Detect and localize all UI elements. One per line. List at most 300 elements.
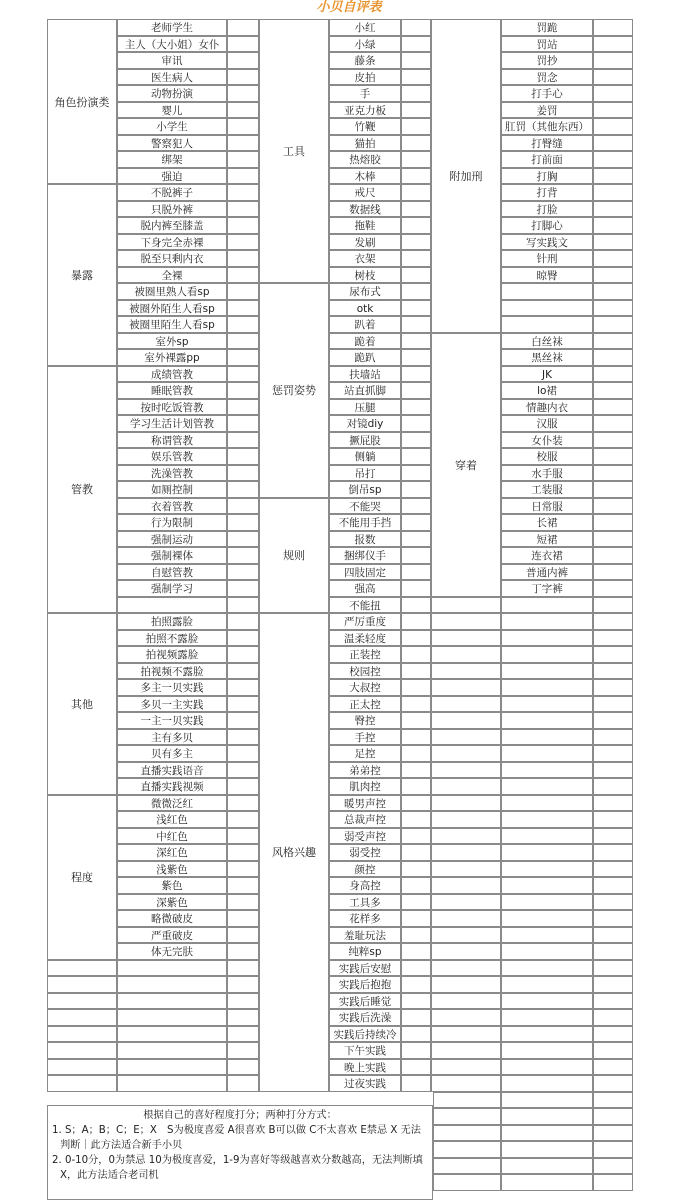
score-cell [593,234,633,251]
table-item: 女仆装 [501,432,593,449]
score-cell [227,52,259,69]
blank-cell [501,1009,593,1026]
blank-cell [431,1026,501,1043]
table-item: 花样多 [329,910,401,927]
score-cell [227,267,259,284]
table-item: 一主一贝实践 [117,712,227,729]
blank-cell [501,844,593,861]
score-cell [401,85,431,102]
table-item: 手 [329,85,401,102]
blank-cell [431,1059,501,1076]
table-item: 打脚心 [501,217,593,234]
table-item: 对镜diy [329,415,401,432]
score-cell [401,795,431,812]
table-item: 正太控 [329,696,401,713]
score-cell [227,151,259,168]
table-item: 强高 [329,580,401,597]
blank-cell [593,1026,633,1043]
score-cell [227,250,259,267]
score-cell [593,498,633,515]
score-cell [401,465,431,482]
table-item: 姜罚 [501,102,593,119]
blank-cell [501,795,593,812]
score-cell [401,366,431,383]
blank-cell [593,943,633,960]
score-cell [593,217,633,234]
category-label: 穿着 [431,333,501,597]
score-cell [227,811,259,828]
score-cell [227,630,259,647]
blank-cell [47,1042,117,1059]
table-item: 自慰管教 [117,564,227,581]
score-cell [401,943,431,960]
score-cell [227,547,259,564]
blank-cell [593,663,633,680]
blank-cell [501,1042,593,1059]
score-cell [227,514,259,531]
table-item: 颜控 [329,861,401,878]
blank-cell [593,1059,633,1076]
blank-cell [117,993,227,1010]
table-item: 中红色 [117,828,227,845]
blank-cell [501,894,593,911]
table-item: 校园控 [329,663,401,680]
table-item: 弱受控 [329,844,401,861]
table-item: 尿布式 [329,283,401,300]
blank-cell [227,976,259,993]
score-cell [401,630,431,647]
table-item: 四肢固定 [329,564,401,581]
table-item: 情趣内衣 [501,399,593,416]
score-cell [227,234,259,251]
score-cell [401,976,431,993]
table-item: 过夜实践 [329,1075,401,1092]
table-item: 猫拍 [329,135,401,152]
blank-cell [593,630,633,647]
score-cell [227,217,259,234]
table-item: 成绩管教 [117,366,227,383]
table-item: 洗澡管教 [117,465,227,482]
blank-cell [501,630,593,647]
category-label: 附加刑 [431,19,501,333]
table-item: 针刑 [501,250,593,267]
table-item: 拍照不露脸 [117,630,227,647]
blank-cell [593,1141,633,1158]
table-item: 婴儿 [117,102,227,119]
table-item: 罚跪 [501,19,593,36]
score-cell [227,679,259,696]
score-cell [227,729,259,746]
blank-cell [47,976,117,993]
blank-cell [117,1042,227,1059]
blank-cell [593,1125,633,1142]
table-item: 汉服 [501,415,593,432]
table-item: 跪着 [329,333,401,350]
blank-cell [431,696,501,713]
blank-cell [593,646,633,663]
blank-cell [431,795,501,812]
blank-cell [431,1075,501,1092]
table-item: 压腿 [329,399,401,416]
score-cell [227,415,259,432]
blank-cell [501,927,593,944]
table-item: 白丝袜 [501,333,593,350]
table-item: 脱至只剩内衣 [117,250,227,267]
table-item: 审讯 [117,52,227,69]
table-item: 主有多贝 [117,729,227,746]
table-item: 强迫 [117,168,227,185]
table-item: 直播实践语音 [117,762,227,779]
table-item: 打背 [501,184,593,201]
table-item: 短裙 [501,531,593,548]
blank-cell [431,894,501,911]
score-cell [401,1026,431,1043]
blank-cell [433,1141,501,1158]
score-cell [401,201,431,218]
blank-cell [431,943,501,960]
table-item: 严厉重度 [329,613,401,630]
blank-cell [593,828,633,845]
table-item: 趴着 [329,316,401,333]
table-item: 丁字裤 [501,580,593,597]
score-cell [593,118,633,135]
blank-cell [431,712,501,729]
table-item: 晾臀 [501,267,593,284]
score-cell [227,795,259,812]
table-item: 拍照露脸 [117,613,227,630]
score-cell [227,861,259,878]
table-item: 打臀缝 [501,135,593,152]
blank-cell [501,1125,593,1142]
score-cell [401,349,431,366]
table-item: 多主一贝实践 [117,679,227,696]
blank-cell [501,1059,593,1076]
blank-cell [593,861,633,878]
score-cell [401,580,431,597]
score-cell [401,399,431,416]
category-label: 工具 [259,19,329,283]
table-item: 强制裸体 [117,547,227,564]
blank-cell [593,613,633,630]
table-item: 羞耻玩法 [329,927,401,944]
table-item: 足控 [329,745,401,762]
score-cell [227,778,259,795]
blank-cell [431,927,501,944]
table-item: 警察犯人 [117,135,227,152]
blank-cell [501,696,593,713]
table-item: 手控 [329,729,401,746]
blank-cell [431,828,501,845]
blank-cell [501,976,593,993]
score-cell [227,910,259,927]
table-item: 小绿 [329,36,401,53]
score-cell [227,696,259,713]
blank-cell [47,1009,117,1026]
score-cell [401,316,431,333]
blank-cell [593,910,633,927]
table-item: 贝有多主 [117,745,227,762]
score-cell [401,151,431,168]
score-cell [401,415,431,432]
blank-cell [431,960,501,977]
score-cell [227,481,259,498]
table-item: 主人（大小姐）女仆 [117,36,227,53]
score-cell [401,448,431,465]
blank-cell [433,1125,501,1142]
scoring-instructions [47,1105,433,1200]
table-item: 吊打 [329,465,401,482]
table-item: 不能哭 [329,498,401,515]
score-cell [401,1009,431,1026]
blank-cell [431,861,501,878]
table-item: 略微破皮 [117,910,227,927]
blank-cell [501,646,593,663]
instructions-heading: 根据自己的喜好程度打分；两种打分方式： [143,1110,337,1121]
blank-cell [431,1042,501,1059]
score-cell [401,762,431,779]
table-item: 浅紫色 [117,861,227,878]
table-item: 实践后持续冷 [329,1026,401,1043]
table-item: 罚念 [501,69,593,86]
blank-cell [501,1174,593,1191]
blank-cell [431,844,501,861]
blank-cell [501,1141,593,1158]
score-cell [401,844,431,861]
blank-cell [501,778,593,795]
table-item: 藤条 [329,52,401,69]
table-item: 衣架 [329,250,401,267]
blank-cell [593,894,633,911]
score-cell [227,366,259,383]
score-cell [593,316,633,333]
blank-cell [501,762,593,779]
score-cell [593,85,633,102]
score-cell [227,646,259,663]
score-cell [593,135,633,152]
score-cell [227,135,259,152]
score-cell [401,1059,431,1076]
table-item: 称谓管教 [117,432,227,449]
blank-cell [431,646,501,663]
blank-cell [593,927,633,944]
score-cell [227,36,259,53]
table-item: 日常服 [501,498,593,515]
score-cell [401,993,431,1010]
score-cell [227,399,259,416]
score-cell [401,432,431,449]
blank-cell [501,712,593,729]
table-item: 撅屁股 [329,432,401,449]
blank-cell [227,1075,259,1092]
table-item: 大叔控 [329,679,401,696]
table-item: 工具多 [329,894,401,911]
score-cell [401,696,431,713]
score-cell [593,250,633,267]
blank-cell [593,811,633,828]
blank-cell [433,1174,501,1191]
category-label: 程度 [47,795,117,960]
table-item: otk [329,300,401,317]
blank-cell [593,877,633,894]
blank-cell [433,1158,501,1175]
table-item: 纯粹sp [329,943,401,960]
table-item: 实践后抱抱 [329,976,401,993]
score-cell [227,927,259,944]
score-cell [227,333,259,350]
table-item: 深紫色 [117,894,227,911]
table-item [117,597,227,614]
blank-cell [47,993,117,1010]
blank-cell [117,1075,227,1092]
blank-cell [431,877,501,894]
score-cell [401,679,431,696]
score-cell [227,580,259,597]
score-cell [401,498,431,515]
score-cell [227,663,259,680]
score-cell [227,828,259,845]
blank-cell [227,1059,259,1076]
blank-cell [433,1092,501,1109]
blank-cell [501,613,593,630]
table-item: 罚站 [501,36,593,53]
blank-cell [501,811,593,828]
category-label: 惩罚姿势 [259,283,329,498]
table-item: 绑架 [117,151,227,168]
blank-cell [501,910,593,927]
blank-cell [593,1108,633,1125]
table-item: 全裸 [117,267,227,284]
score-cell [401,828,431,845]
table-item: 老师学生 [117,19,227,36]
table-item: 捆绑仪手 [329,547,401,564]
table-item: 不脱裤子 [117,184,227,201]
score-cell [401,267,431,284]
table-item: 如厕控制 [117,481,227,498]
blank-cell [431,663,501,680]
blank-cell [431,745,501,762]
score-cell [227,745,259,762]
blank-cell [593,976,633,993]
table-item: 小学生 [117,118,227,135]
score-cell [401,514,431,531]
blank-cell [501,1092,593,1109]
category-label: 风格兴趣 [259,613,329,1092]
blank-cell [227,960,259,977]
table-item: 体无完肤 [117,943,227,960]
blank-cell [227,1042,259,1059]
score-cell [401,1075,431,1092]
category-label: 管教 [47,366,117,614]
table-item: 臀控 [329,712,401,729]
instructions-method-2: 2. 0-10分，0为禁忌 10为极度喜爱，1-9为喜好等级越喜欢分数越高，无法判断填X，此方法适合老司机 [52,1155,423,1181]
table-item: 被圈里熟人看sp [117,283,227,300]
blank-cell [227,1026,259,1043]
score-cell [227,712,259,729]
score-cell [401,745,431,762]
score-cell [401,547,431,564]
table-item: 正装控 [329,646,401,663]
score-cell [401,333,431,350]
score-cell [401,102,431,119]
score-cell [593,481,633,498]
table-item: 扶墙站 [329,366,401,383]
score-cell [227,168,259,185]
blank-cell [227,993,259,1010]
table-item: 身高控 [329,877,401,894]
score-cell [593,151,633,168]
blank-cell [501,679,593,696]
table-item: 多贝一主实践 [117,696,227,713]
table-item: 行为限制 [117,514,227,531]
score-cell [227,564,259,581]
score-cell [401,613,431,630]
table-item: 倒吊sp [329,481,401,498]
score-cell [593,19,633,36]
table-item: 校服 [501,448,593,465]
blank-cell [47,1026,117,1043]
score-cell [227,432,259,449]
score-cell [593,283,633,300]
score-cell [401,910,431,927]
score-cell [401,811,431,828]
blank-cell [593,960,633,977]
score-cell [227,184,259,201]
score-cell [227,531,259,548]
blank-cell [431,679,501,696]
score-cell [593,580,633,597]
blank-cell [593,679,633,696]
table-item: 被圈里陌生人看sp [117,316,227,333]
blank-cell [593,1174,633,1191]
blank-cell [501,745,593,762]
table-item: 拖鞋 [329,217,401,234]
table-item: 长裙 [501,514,593,531]
blank-cell [117,1059,227,1076]
category-label: 其他 [47,613,117,795]
table-item: 罚抄 [501,52,593,69]
blank-cell [431,976,501,993]
score-cell [401,217,431,234]
table-item: 总裁声控 [329,811,401,828]
blank-cell [501,1158,593,1175]
blank-cell [117,1026,227,1043]
blank-cell [431,811,501,828]
table-item: 医生病人 [117,69,227,86]
score-cell [401,283,431,300]
table-item: 弟弟控 [329,762,401,779]
table-item: 发刷 [329,234,401,251]
table-item: 树枝 [329,267,401,284]
blank-cell [501,1108,593,1125]
table-item: 数据线 [329,201,401,218]
table-item: 娱乐管教 [117,448,227,465]
blank-cell [593,1009,633,1026]
table-item: 肌肉控 [329,778,401,795]
score-cell [593,267,633,284]
category-label: 暴露 [47,184,117,366]
blank-cell [593,1158,633,1175]
score-cell [593,349,633,366]
score-cell [227,118,259,135]
table-item: 报数 [329,531,401,548]
table-item: 不能扭 [329,597,401,614]
blank-cell [431,1009,501,1026]
blank-cell [501,1026,593,1043]
score-cell [593,184,633,201]
score-cell [227,877,259,894]
table-item: 温柔轻度 [329,630,401,647]
table-item: 拍视频露脸 [117,646,227,663]
